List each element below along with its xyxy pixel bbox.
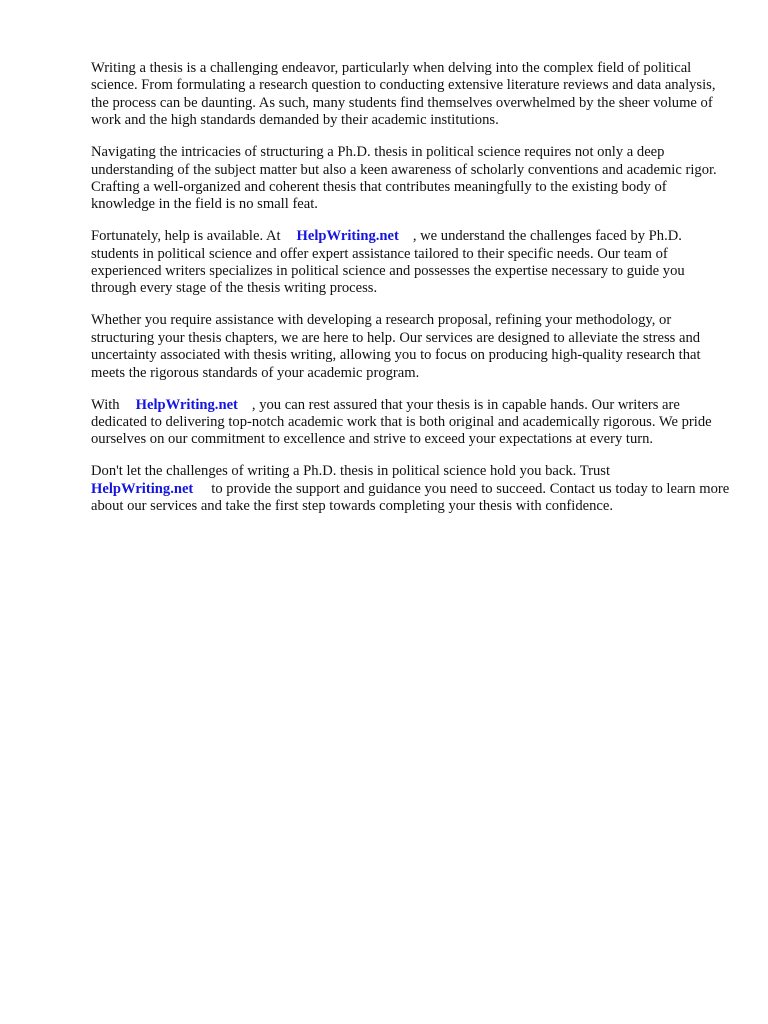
paragraph-services-text: Whether you require assistance with developing a research proposal, refining your methodology, or structuring your thesis chapters, we are here to help. Our services are designed to alleviate the stress and uncertainty associated with thesis writing, allowing you to focus on producing high-quality research that meets the rigorous standards of your academic program.: [91, 312, 701, 381]
paragraph-assurance: [91, 397, 731, 449]
paragraph-help-available: [91, 228, 731, 298]
paragraph-help-before: Fortunately, help is available. At: [91, 228, 281, 245]
paragraph-structure-text: Navigating the intricacies of structuring a Ph.D. thesis in political science requires not only a deep understanding of the subject matter but also a keen awareness of scholarly conventions and academic rigor. Crafting a well-organized and coherent thesis that contributes meaningfully to the existing body of knowledge in the field is no small feat.: [91, 144, 717, 213]
document-body: [91, 60, 731, 530]
paragraph-cta-after: to provide the support and guidance you need to succeed. Contact us today to learn more about our services and take the first step towards completing your thesis with confidence.: [91, 480, 730, 515]
paragraph-help-after: , we understand the challenges faced by Ph.D. students in political science and offer expert assistance tailored to their specific needs. Our team of experienced writers specializes in political science and possesses the expertise necessary to guide you through every stage of the thesis writing process.: [91, 228, 685, 297]
paragraph-assurance-before: With: [91, 396, 120, 413]
paragraph-structure: [91, 144, 731, 214]
helpwriting-link-3[interactable]: HelpWriting.net: [91, 480, 194, 497]
paragraph-cta-before: Don't let the challenges of writing a Ph.D. thesis in political science hold you back. Trust: [91, 463, 611, 480]
helpwriting-link-1[interactable]: HelpWriting.net: [296, 228, 399, 245]
helpwriting-link-2[interactable]: HelpWriting.net: [135, 396, 238, 413]
paragraph-call-to-action: [91, 463, 731, 515]
paragraph-intro: [91, 60, 731, 130]
paragraph-services: [91, 312, 731, 382]
paragraph-assurance-after: , you can rest assured that your thesis is in capable hands. Our writers are dedicated to delivering top-notch academic work that is both original and academically rigorous. We pride ourselves on our commitment to excellence and strive to exceed your expectations at every turn.: [91, 396, 712, 448]
paragraph-intro-text: Writing a thesis is a challenging endeavor, particularly when delving into the complex field of political science. From formulating a research question to conducting extensive literature reviews and data analysis, the process can be daunting. As such, many students find themselves overwhelmed by the sheer volume of work and the high standards demanded by their academic institutions.: [91, 60, 716, 129]
